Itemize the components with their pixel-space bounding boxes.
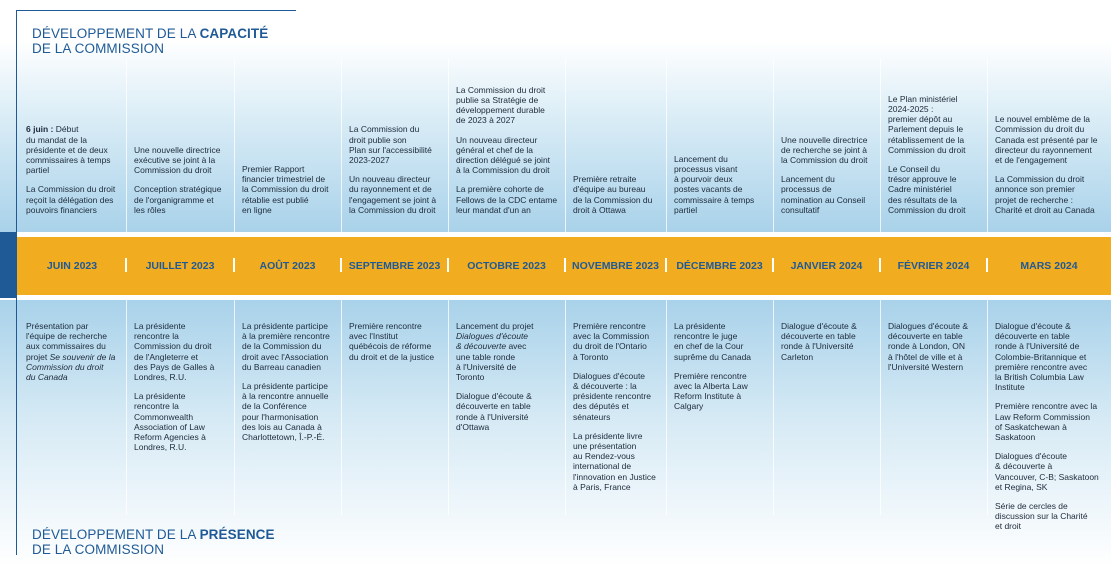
presence-column <box>26 321 122 382</box>
presence-column <box>995 321 1107 532</box>
month-divider-tick <box>772 258 774 272</box>
column-divider <box>666 58 667 232</box>
capacity-event: Un nouveau directeur du rayonnement et de l'engagement se joint à la Commission du droit <box>349 174 437 215</box>
capacity-heading-normal: DÉVELOPPEMENT DE LA <box>32 26 200 41</box>
month-divider-tick <box>340 258 342 272</box>
capacity-event: La Commission du droit annonce son premier projet de recherche : Charité et droit au Canada <box>995 174 1095 215</box>
presence-event: Présentation par l'équipe de recherche aux commissaires du projet Se souvenir de la Commission du droit du Canada <box>26 321 116 383</box>
presence-column <box>781 321 876 362</box>
presence-heading-normal: DÉVELOPPEMENT DE LA <box>32 527 200 542</box>
capacity-event: 6 juin : Début du mandat de la présidente et de deux commissaires à temps partiel <box>26 124 111 176</box>
month-label: JUILLET 2023 <box>145 260 215 272</box>
presence-event: Série de cercles de discussion sur la Charité et droit <box>995 501 1088 532</box>
column-divider <box>880 58 881 232</box>
presence-column <box>573 321 662 492</box>
column-divider <box>341 300 342 515</box>
presence-event: La présidente rencontre le juge en chef de la Cour suprême du Canada <box>674 321 752 362</box>
capacity-column <box>781 135 876 215</box>
month-label: JUIN 2023 <box>46 260 98 272</box>
presence-column <box>456 321 561 432</box>
capacity-event: Le nouvel emblème de la Commission du droit du Canada est présenté par le directeur du rayonnement et de l'engagement <box>995 114 1098 165</box>
capacity-event: La Commission du droit reçoit la délégation des pouvoirs financiers <box>26 184 116 215</box>
month-label: JANVIER 2024 <box>790 260 863 272</box>
capacity-column <box>674 154 769 215</box>
month-label: NOVEMBRE 2023 <box>572 260 659 272</box>
capacity-heading <box>32 26 268 56</box>
presence-event: La présidente participe à la rencontre annuelle de la Conférence pour l'harmonisation des lois au Canada à Charlottetown, Î.-P.-É. <box>242 381 329 443</box>
column-divider <box>565 300 566 515</box>
column-divider <box>880 300 881 515</box>
presence-column <box>674 321 769 412</box>
capacity-heading-bold: CAPACITÉ <box>199 26 269 41</box>
presence-column <box>888 321 983 372</box>
presence-event: Première rencontre avec la Law Reform Commission of Saskatchewan à Saskatoon <box>995 401 1098 443</box>
column-divider <box>666 300 667 515</box>
capacity-column <box>134 145 230 215</box>
presence-event: Dialogues d'écoute & découverte à Vancouver, C-B; Saskatoon et Regina, SK <box>995 451 1099 492</box>
capacity-column <box>888 94 983 215</box>
presence-event: Première rencontre avec la Commission du droit de l'Ontario à Toronto <box>573 321 650 362</box>
column-divider <box>565 58 566 232</box>
capacity-event: La Commission du droit publie sa Stratégie de développement durable de 2023 à 2027 <box>456 84 546 126</box>
capacity-column <box>573 174 662 215</box>
presence-column <box>134 321 230 452</box>
capacity-event: Conception stratégique de l'organigramme et les rôles <box>134 184 222 215</box>
presence-column <box>349 321 444 362</box>
column-divider <box>448 58 449 232</box>
presence-event: Lancement du projet Dialogues d'écoute & découverte avec une table ronde à l'Université de Toronto <box>456 321 534 383</box>
column-divider <box>987 58 988 232</box>
month-divider-tick <box>125 258 127 272</box>
capacity-event: Une nouvelle directrice de recherche se joint à la Commission du droit <box>781 134 868 165</box>
presence-heading-bold: PRÉSENCE <box>199 527 275 542</box>
frame-line-top <box>16 10 296 11</box>
presence-event: La présidente livre une présentation au Rendez-vous international de l'innovation en Justice à Paris, France <box>573 430 656 492</box>
month-label: SEPTEMBRE 2023 <box>348 260 441 272</box>
presence-event: Dialogue d'écoute & découverte en table ronde à l'Université de Colombie-Britannique et première rencontre avec la British Columbia Law Institute <box>995 321 1088 393</box>
presence-event: La présidente rencontre la Commonwealth Association of Law Reform Agencies à Londres, R.U. <box>134 391 206 453</box>
presence-column <box>242 321 337 442</box>
capacity-column <box>349 124 444 215</box>
column-divider <box>126 58 127 232</box>
presence-heading <box>32 527 275 557</box>
column-divider <box>987 300 988 515</box>
month-divider-tick <box>564 258 566 272</box>
column-divider <box>773 300 774 515</box>
capacity-column <box>456 85 561 215</box>
presence-event: Première rencontre avec l'Institut québécois de réforme du droit et de la justice <box>349 321 435 362</box>
column-divider <box>234 300 235 515</box>
presence-event: La présidente rencontre la Commission du droit de l'Angleterre et des Pays de Galles à Londres, R.U. <box>134 321 215 383</box>
timeline-band-cap <box>0 232 17 298</box>
capacity-event: Première retraite d'équipe au bureau de la Commission du droit à Ottawa <box>573 174 653 215</box>
month-divider-tick <box>986 258 988 272</box>
capacity-heading-line2: DE LA COMMISSION <box>32 41 165 56</box>
capacity-column <box>242 164 337 215</box>
capacity-column <box>995 114 1107 215</box>
month-label: DÉCEMBRE 2023 <box>676 260 763 272</box>
capacity-event: Un nouveau directeur général et chef de la direction délégué se joint à la Commission du droit <box>456 134 551 176</box>
capacity-event: Une nouvelle directrice exécutive se joint à la Commission du droit <box>134 144 221 176</box>
capacity-event: Le Conseil du trésor approuve le Cadre ministériel des résultats de la Commission du droit <box>888 163 966 215</box>
capacity-event: Lancement du processus de nomination au Conseil consultatif <box>781 174 866 215</box>
presence-heading-line2: DE LA COMMISSION <box>32 542 165 557</box>
presence-event: La présidente participe à la première rencontre de la Commission du droit avec l'Association du Barreau canadien <box>242 321 330 372</box>
column-divider <box>126 300 127 515</box>
capacity-event: Le Plan ministériel 2024-2025 : premier dépôt au Parlement depuis le rétablissement de la Commission du droit <box>888 93 966 155</box>
presence-event: Dialogues d'écoute & découverte : la présidente rencontre des députés et sénateurs <box>573 370 651 422</box>
capacity-event: La Commission du droit publie son Plan sur l'accessibilité 2023-2027 <box>349 124 432 165</box>
month-label: OCTOBRE 2023 <box>467 260 546 272</box>
capacity-event: Lancement du processus visant à pourvoir deux postes vacants de commissaire à temps partiel <box>674 153 755 215</box>
month-divider-tick <box>447 258 449 272</box>
month-label: AOÛT 2023 <box>259 260 316 272</box>
column-divider <box>448 300 449 515</box>
month-label: FÉVRIER 2024 <box>897 260 970 272</box>
presence-event: Première rencontre avec la Alberta Law Reform Institute à Calgary <box>674 370 748 412</box>
presence-event: Dialogues d'écoute & découverte en table ronde à London, ON à l'hôtel de ville et à l'Université Western <box>888 321 969 372</box>
capacity-event: Premier Rapport financier trimestriel de la Commission du droit rétablie est publié en ligne <box>242 163 329 215</box>
column-divider <box>341 58 342 232</box>
month-divider-tick <box>879 258 881 272</box>
column-divider <box>773 58 774 232</box>
column-divider <box>234 58 235 232</box>
month-divider-tick <box>233 258 235 272</box>
month-label: MARS 2024 <box>1020 260 1078 272</box>
month-divider-tick <box>665 258 667 272</box>
presence-event: Dialogue d'écoute & découverte en table ronde à l'Université d'Ottawa <box>456 391 532 432</box>
capacity-column <box>26 124 122 215</box>
presence-event: Dialogue d'écoute & découverte en table ronde à l'Université Carleton <box>781 321 857 362</box>
capacity-event: La première cohorte de Fellows de la CDC entame leur mandat d'un an <box>456 184 558 215</box>
